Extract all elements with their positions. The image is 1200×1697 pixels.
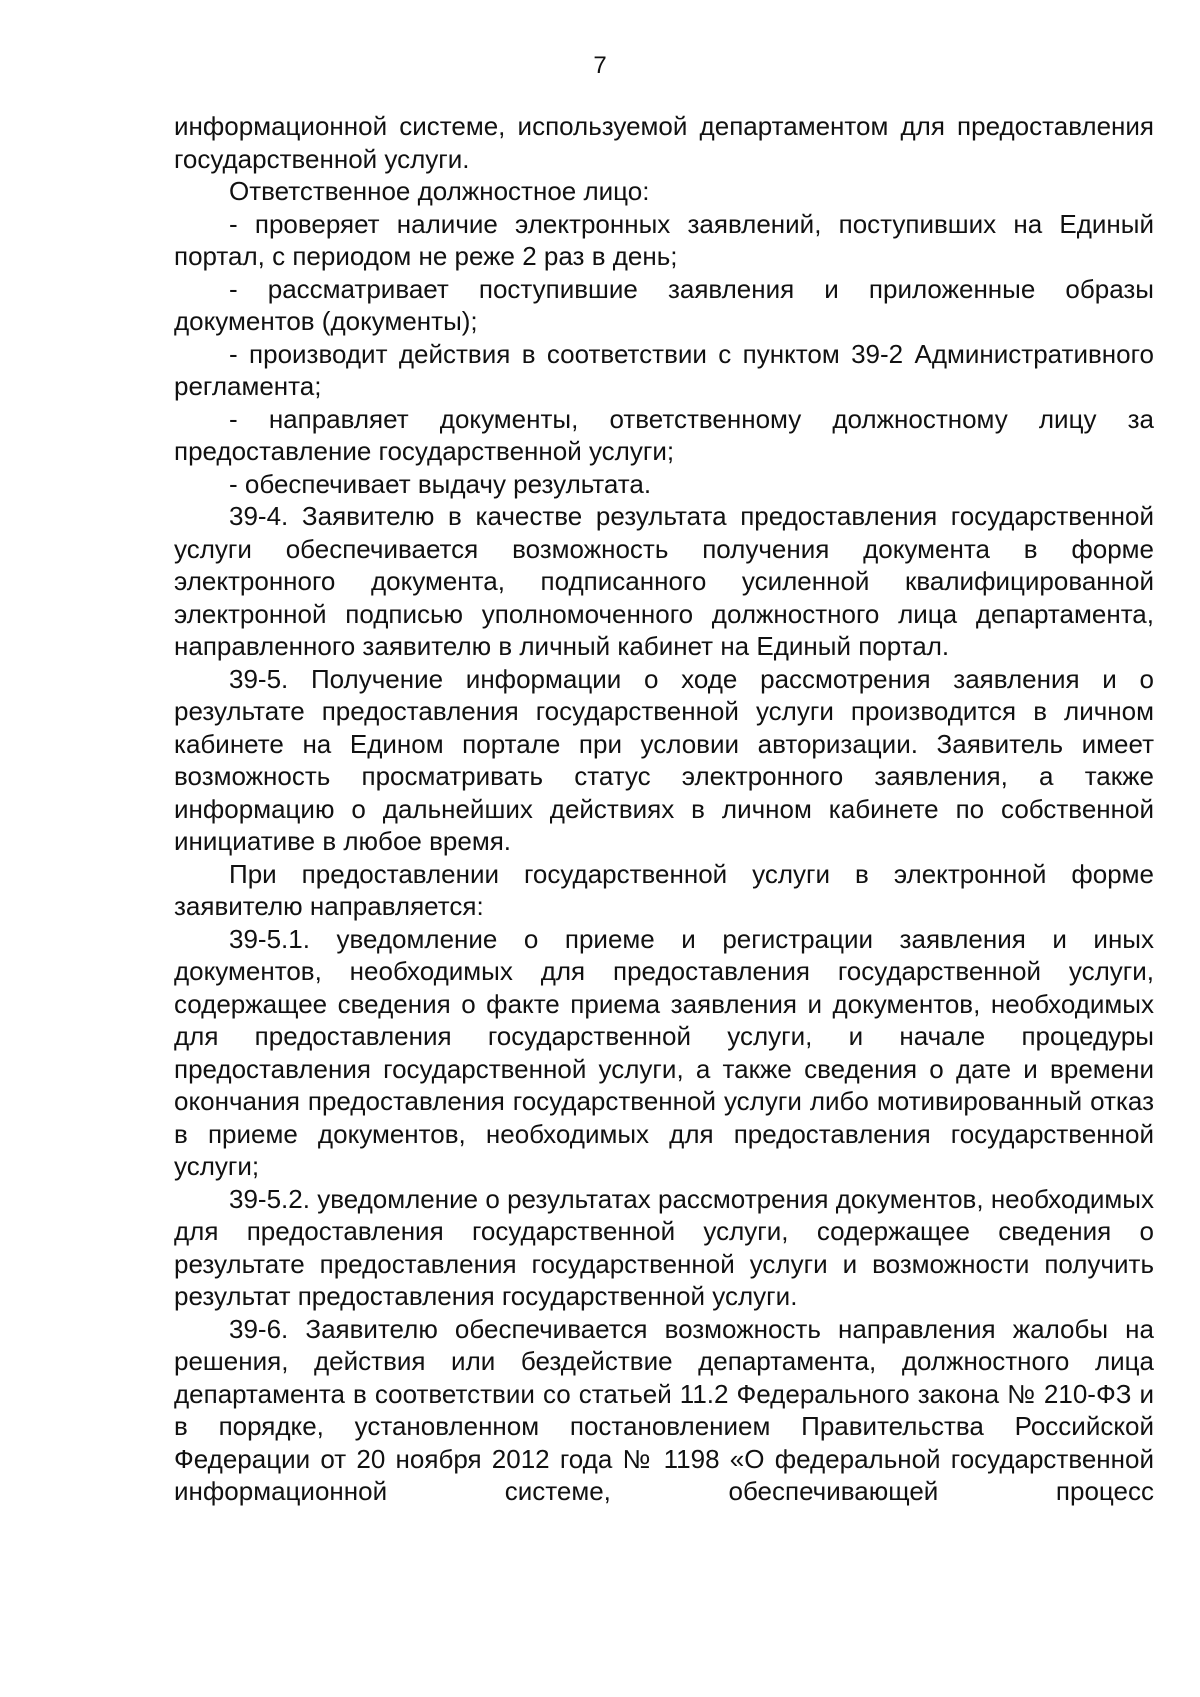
page-number: 7: [593, 52, 607, 79]
paragraph: - рассматривает поступившие заявления и приложенные образы документов (документы);: [174, 273, 1154, 336]
paragraph: - проверяет наличие электронных заявлений, поступивших на Единый портал, с периодом не реже 2 раз в день;: [174, 208, 1154, 271]
paragraph: - производит действия в соответствии с пунктом 39-2 Административного регламента;: [174, 338, 1154, 401]
document-body: [174, 110, 1154, 1508]
paragraph: информационной системе, используемой департаментом для предоставления государственной услуги.: [174, 111, 1154, 174]
paragraph: - направляет документы, ответственному должностному лицу за предоставление государственной услуги;: [174, 403, 1154, 466]
paragraph: 39-6. Заявителю обеспечивается возможность направления жалобы на решения, действия или бездействие департамента, должностного лица департамента в соответствии со статьей 11.2 Федерального закона № 210-ФЗ и в порядке, установленном постановлением Правительства Российской Федерации от 20 ноября 2012 года № 1198 «О федеральной государственной информационной системе, обеспечивающей процесс: [174, 1313, 1154, 1506]
paragraph: 39-5.2. уведомление о результатах рассмотрения документов, необходимых для предоставления государственной услуги, содержащее сведения о результате предоставления государственной услуги и возможности получить результат предоставления государственной услуги.: [174, 1183, 1154, 1311]
paragraph: 39-5. Получение информации о ходе рассмотрения заявления и о результате предоставления государственной услуги производится в личном кабинете на Едином портале при условии авторизации. Заявитель имеет возможность просматривать статус электронного заявления, а также информацию о дальнейших действиях в личном кабинете по собственной инициативе в любое время.: [174, 663, 1154, 856]
paragraph: Ответственное должностное лицо:: [229, 176, 650, 206]
paragraph: - обеспечивает выдачу результата.: [229, 468, 652, 499]
paragraph: При предоставлении государственной услуги в электронной форме заявителю направляется:: [174, 858, 1154, 921]
paragraph: 39-4. Заявителю в качестве результата предоставления государственной услуги обеспечивается возможность получения документа в форме электронного документа, подписанного усиленной квалифицированной электронной подписью уполномоченного должностного лица департамента, направленного заявителю в личный кабинет на Единый портал.: [174, 501, 1154, 661]
paragraph: 39-5.1. уведомление о приеме и регистрации заявления и иных документов, необходимых для предоставления государственной услуги, содержащее сведения о факте приема заявления и документов, необходимых для предоставления государственной услуги, и начале процедуры предоставления государственной услуги, а также сведения о дате и времени окончания предоставления государственной услуги либо мотивированный отказ в приеме документов, необходимых для предоставления государственной услуги;: [174, 923, 1154, 1181]
